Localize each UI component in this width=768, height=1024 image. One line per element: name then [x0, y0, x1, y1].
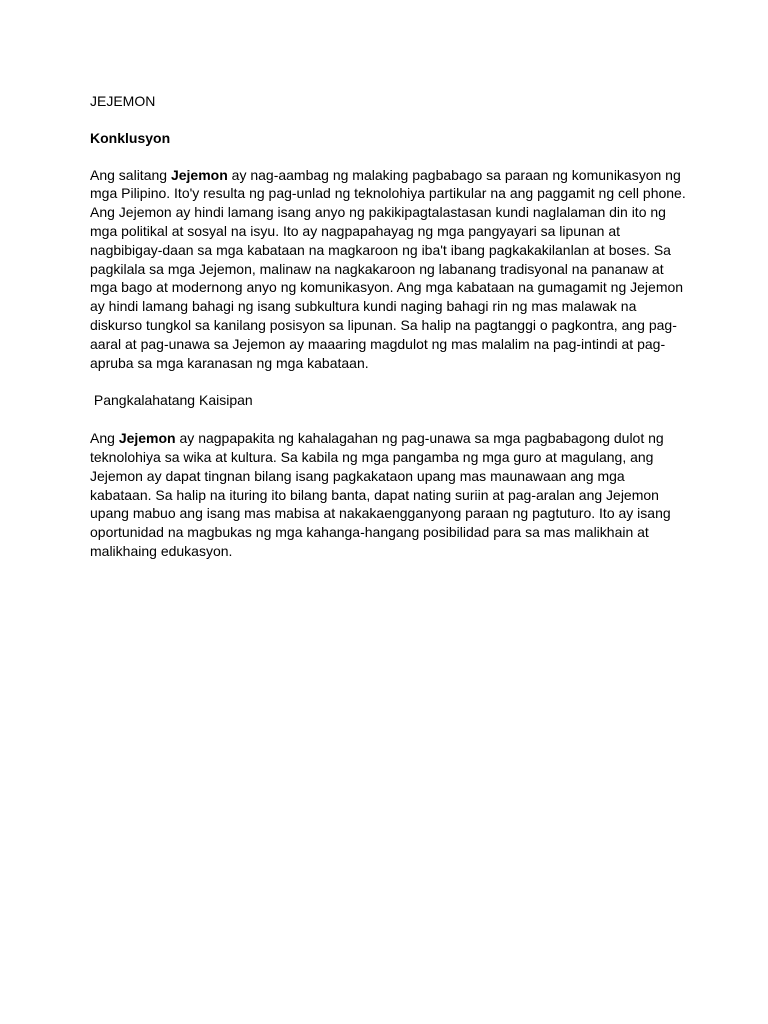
paragraph-body-text: ay nag-aambag ng malaking pagbabago sa paraan ng komunikasyon ng mga Pilipino. Ito'y resulta ng pag-unlad ng teknolohiya partikular na ang paggamit ng cell phone. Ang Jejemon ay hindi lamang isang anyo ng pakikipagtalastasan kundi naglalaman din ito ng mga politikal at sosyal na isyu. Ito ay nagpapahayag ng mga pangyayari sa lipunan at nagbibigay-daan sa mga kabataan na magkaroon ng iba't ibang pagkakakilanlan at boses. Sa pagkilala sa mga Jejemon, malinaw na nagkakaroon ng labanang tradisyonal na pananaw at mga bago at modernong anyo ng komunikasyon. Ang mga kabataan na gumagamit ng Jejemon ay hindi lamang bahagi ng isang subkultura kundi naging bahagi rin ng mas malawak na diskurso tungkol sa kanilang posisyon sa lipunan. Sa halip na pagtanggi o pagkontra, ang pag-aaral at pag-unawa sa Jejemon ay maaaring magdulot ng mas malalim na pag-intindi at pag-apruba sa mga karanasan ng mga kabataan. [90, 166, 686, 371]
subheading-pangkalahatang-kaisipan: Pangkalahatang Kaisipan [90, 392, 253, 409]
paragraph-lead-text: Ang salitang [90, 166, 171, 183]
paragraph-pangkalahatang-kaisipan [90, 429, 690, 561]
paragraph-bold-term: Jejemon [170, 166, 228, 183]
document-title: JEJEMON [90, 93, 156, 109]
paragraph-bold-term: Jejemon [118, 430, 176, 447]
document-body [90, 92, 690, 580]
paragraph-konklusyon [90, 166, 690, 373]
section-heading-konklusyon: Konklusyon [90, 129, 171, 146]
paragraph-body-text: ay nagpapakita ng kahalagahan ng pag-unawa sa mga pagbabagong dulot ng teknolohiya sa wika at kultura. Sa kabila ng mga pangamba ng mga guro at magulang, ang Jejemon ay dapat tingnan bilang isang pagkakataon upang mas maunawaan ang mga kabataan. Sa halip na ituring ito bilang banta, dapat nating suriin at pag-aralan ang Jejemon upang mabuo ang isang mas mabisa at nakakaengganyong paraan ng pagtuturo. Ito ay isang oportunidad na magbukas ng mga kahanga-hangang posibilidad para sa mas malikhain at malikhaing edukasyon. [90, 430, 671, 559]
paragraph-lead-text: Ang [90, 430, 119, 447]
